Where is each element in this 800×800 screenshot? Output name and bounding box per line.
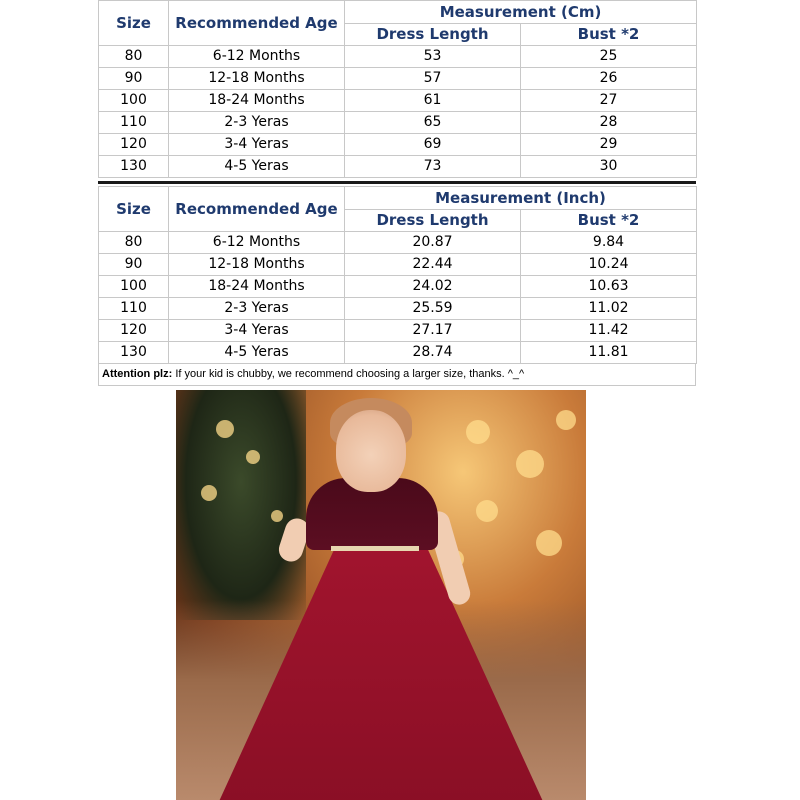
cell-age: 2-3 Yeras <box>169 112 345 134</box>
cell-size: 120 <box>99 320 169 342</box>
cell-age: 6-12 Months <box>169 232 345 254</box>
cell-age: 12-18 Months <box>169 254 345 276</box>
cell-length: 69 <box>345 134 521 156</box>
cell-length: 61 <box>345 90 521 112</box>
table-row <box>99 254 697 276</box>
size-chart <box>98 0 696 386</box>
table-row <box>99 298 697 320</box>
cell-age: 3-4 Yeras <box>169 134 345 156</box>
cell-length: 65 <box>345 112 521 134</box>
cell-size: 80 <box>99 46 169 68</box>
bokeh-light <box>516 450 544 478</box>
bokeh-light <box>536 530 562 556</box>
table-row <box>99 68 697 90</box>
size-table-inch <box>98 186 697 364</box>
cell-bust: 11.02 <box>521 298 697 320</box>
bokeh-light <box>466 420 490 444</box>
cell-bust: 9.84 <box>521 232 697 254</box>
cell-size: 80 <box>99 232 169 254</box>
table-row <box>99 320 697 342</box>
cell-bust: 10.63 <box>521 276 697 298</box>
cell-bust: 10.24 <box>521 254 697 276</box>
header-measurement: Measurement (Inch) <box>345 187 697 210</box>
cell-size: 130 <box>99 342 169 364</box>
header-measurement: Measurement (Cm) <box>345 1 697 24</box>
header-dress-length: Dress Length <box>345 210 521 232</box>
cell-bust: 11.42 <box>521 320 697 342</box>
header-size: Size <box>99 187 169 232</box>
cell-bust: 28 <box>521 112 697 134</box>
bokeh-light <box>246 450 260 464</box>
header-bust: Bust *2 <box>521 24 697 46</box>
cell-length: 57 <box>345 68 521 90</box>
header-recommended-age: Recommended Age <box>169 1 345 46</box>
cell-age: 18-24 Months <box>169 90 345 112</box>
bokeh-light <box>476 500 498 522</box>
table-row <box>99 156 697 178</box>
table-row <box>99 342 697 364</box>
attention-label: Attention plz: <box>102 368 173 380</box>
bokeh-light <box>201 485 217 501</box>
child-face <box>336 410 406 492</box>
cell-bust: 26 <box>521 68 697 90</box>
table-divider <box>98 181 696 184</box>
cell-age: 4-5 Yeras <box>169 156 345 178</box>
product-photo <box>176 390 586 800</box>
cell-length: 22.44 <box>345 254 521 276</box>
cell-length: 28.74 <box>345 342 521 364</box>
table-row <box>99 232 697 254</box>
cell-bust: 27 <box>521 90 697 112</box>
cell-bust: 30 <box>521 156 697 178</box>
table-row <box>99 134 697 156</box>
cell-age: 2-3 Yeras <box>169 298 345 320</box>
cell-age: 3-4 Yeras <box>169 320 345 342</box>
cell-size: 90 <box>99 254 169 276</box>
cell-size: 130 <box>99 156 169 178</box>
bokeh-light <box>271 510 283 522</box>
cell-size: 110 <box>99 298 169 320</box>
header-recommended-age: Recommended Age <box>169 187 345 232</box>
pearl-belt <box>331 546 419 551</box>
cell-size: 100 <box>99 90 169 112</box>
cell-age: 12-18 Months <box>169 68 345 90</box>
cell-age: 18-24 Months <box>169 276 345 298</box>
cell-length: 25.59 <box>345 298 521 320</box>
cell-length: 53 <box>345 46 521 68</box>
cell-bust: 11.81 <box>521 342 697 364</box>
cell-size: 120 <box>99 134 169 156</box>
cell-bust: 29 <box>521 134 697 156</box>
table-row <box>99 276 697 298</box>
cell-size: 100 <box>99 276 169 298</box>
cell-bust: 25 <box>521 46 697 68</box>
cell-length: 27.17 <box>345 320 521 342</box>
cell-length: 73 <box>345 156 521 178</box>
cell-size: 90 <box>99 68 169 90</box>
christmas-tree-background <box>176 390 306 620</box>
table-row <box>99 46 697 68</box>
cell-size: 110 <box>99 112 169 134</box>
cell-age: 6-12 Months <box>169 46 345 68</box>
header-bust: Bust *2 <box>521 210 697 232</box>
header-size: Size <box>99 1 169 46</box>
table-row <box>99 112 697 134</box>
table-row <box>99 90 697 112</box>
bokeh-light <box>216 420 234 438</box>
cell-length: 24.02 <box>345 276 521 298</box>
bokeh-light <box>556 410 576 430</box>
size-table-cm <box>98 0 697 178</box>
attention-note <box>98 364 696 386</box>
attention-text: If your kid is chubby, we recommend choosing a larger size, thanks. ^_^ <box>172 368 525 380</box>
cell-age: 4-5 Yeras <box>169 342 345 364</box>
header-dress-length: Dress Length <box>345 24 521 46</box>
cell-length: 20.87 <box>345 232 521 254</box>
